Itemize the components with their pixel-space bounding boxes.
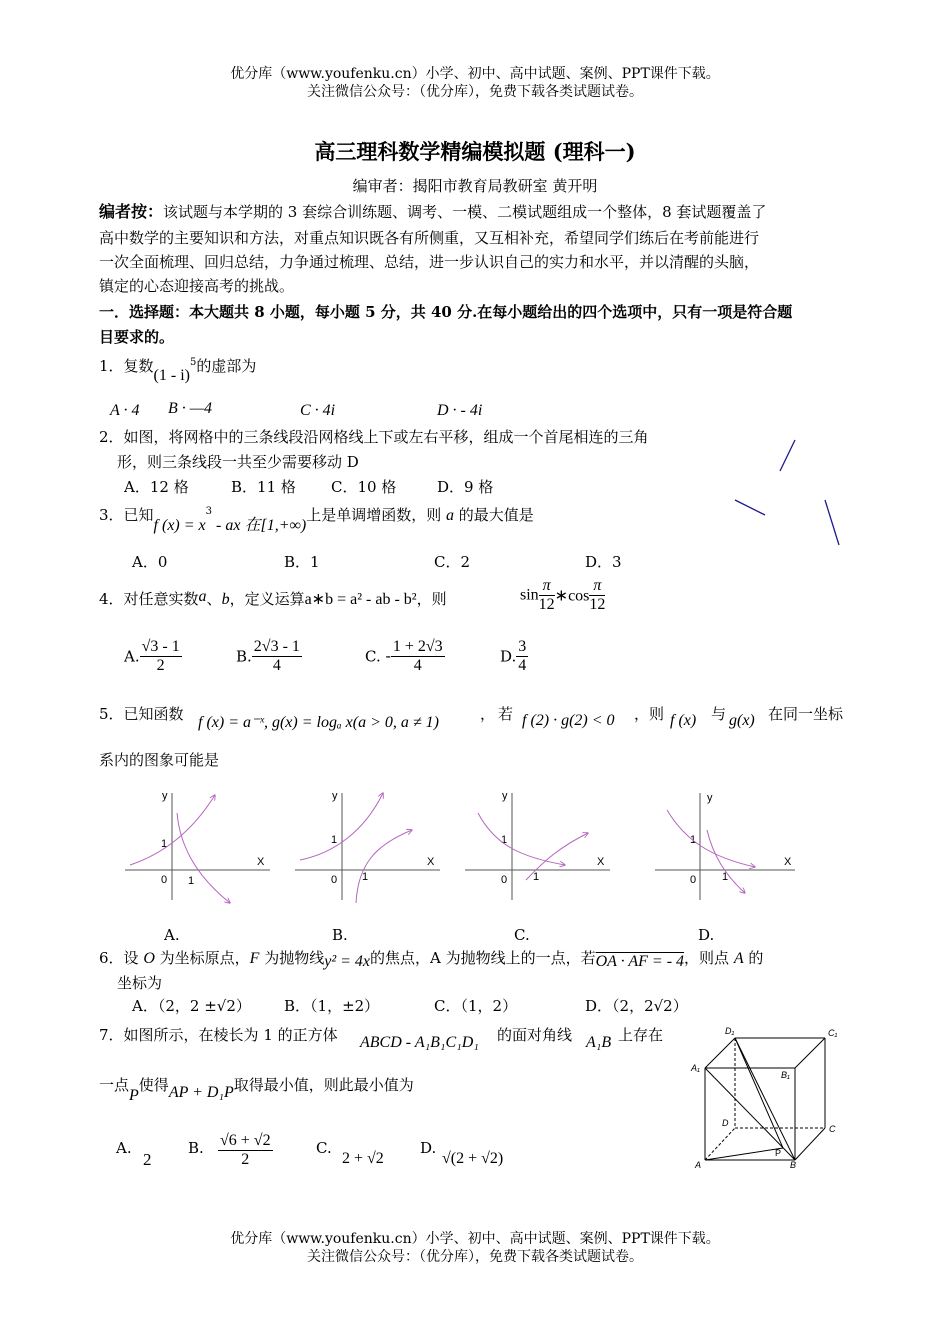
q7-tail: 上存在 bbox=[618, 1026, 664, 1044]
graph-a-one-y: 1 bbox=[161, 838, 168, 850]
q4-option-a bbox=[124, 638, 182, 675]
footer-line-2: 关注微信公众号：（优分库），免费下载各类试题试卷。 bbox=[307, 1249, 643, 1265]
q3-option-a: A．0 bbox=[132, 553, 168, 571]
q1-exp: 5 bbox=[189, 357, 197, 368]
q5-graphs bbox=[120, 785, 810, 920]
q1-option-b: B · —4 bbox=[168, 400, 212, 417]
q5-then: ，则 bbox=[634, 705, 665, 723]
q3-expr: f (x) = x bbox=[153, 517, 206, 534]
q4-var-a: a bbox=[198, 588, 207, 605]
q1-option-a: A · 4 bbox=[110, 402, 140, 419]
q4-option-b bbox=[236, 638, 302, 675]
q5-gx: g(x) bbox=[729, 712, 755, 729]
q7-stem-line-2 bbox=[99, 1075, 414, 1104]
edge-a-d bbox=[705, 1128, 735, 1160]
q2-option-d: D．9 格 bbox=[437, 478, 494, 496]
q5-tail: 在同一坐标 bbox=[768, 705, 844, 723]
graph-c-y-label: y bbox=[502, 790, 508, 802]
q3-tail-pre: 上是单调增函数，则 bbox=[306, 506, 447, 524]
graph-d-curve-exp bbox=[667, 810, 755, 867]
graph-a-y-label: y bbox=[162, 790, 168, 802]
q7-b-den: 2 bbox=[241, 1151, 250, 1168]
header-line-1: 优分库（www.youfenku.cn）小学、初中、高中试题、案例、PPT课件下载。 bbox=[230, 66, 720, 82]
q7-mid: 的面对角线 bbox=[497, 1026, 573, 1044]
label-A1: A₁ bbox=[691, 1063, 700, 1073]
q4-twelve-2: 12 bbox=[589, 596, 606, 613]
segment-1 bbox=[780, 440, 795, 471]
q4-star-cos: ∗cos bbox=[554, 587, 590, 605]
q7-line2-b: 使得 bbox=[138, 1076, 169, 1094]
q4-b-num: 2√3 - 1 bbox=[253, 638, 300, 655]
q7-b-label: B. bbox=[188, 1139, 204, 1157]
q3-stem bbox=[99, 502, 534, 534]
q4-var-b: b bbox=[221, 591, 230, 608]
q3-expr-2: - ax 在[1,+∞) bbox=[212, 517, 307, 534]
edge-b-c bbox=[795, 1128, 825, 1160]
q4-twelve-1: 12 bbox=[538, 596, 555, 613]
q5-if: 若 bbox=[498, 705, 514, 723]
q4-pi-1: π bbox=[539, 577, 555, 596]
q7-diagonal: A₁B bbox=[586, 1034, 612, 1051]
q7-b-num: √6 + √2 bbox=[220, 1132, 271, 1149]
q1-tail: 的虚部为 bbox=[196, 357, 257, 375]
graph-c-x-label: X bbox=[597, 856, 605, 868]
graph-d-x-label: X bbox=[784, 856, 792, 868]
q4-c-sign: - bbox=[385, 647, 391, 665]
graph-c-one-y: 1 bbox=[501, 834, 508, 846]
q7-cube-name: ABCD - A₁B₁C₁D₁ bbox=[360, 1034, 479, 1051]
q4-operation: a∗b = a² - ab - b² bbox=[304, 591, 417, 608]
q6-parabola: y² = 4x bbox=[324, 953, 371, 970]
q7-cube-figure bbox=[685, 1020, 850, 1170]
q3-option-b: B．1 bbox=[284, 553, 320, 571]
footer-line-1: 优分库（www.youfenku.cn）小学、初中、高中试题、案例、PPT课件下载。 bbox=[230, 1231, 720, 1247]
q5-number: 5．已知函数 bbox=[99, 705, 184, 723]
q6-option-d: D．（2，2√2） bbox=[585, 997, 688, 1015]
q4-sin: sin bbox=[520, 586, 539, 604]
q4-b-den: 4 bbox=[272, 657, 281, 674]
q5-stem bbox=[99, 704, 184, 724]
segment-3 bbox=[825, 500, 839, 545]
q1-number: 1．复数 bbox=[99, 357, 154, 375]
graph-c bbox=[465, 790, 610, 900]
q4-a-num: √3 - 1 bbox=[141, 638, 180, 655]
label-D: D bbox=[722, 1118, 729, 1128]
graph-b-one-x: 1 bbox=[362, 871, 369, 883]
editor-note-text-1: 该试题与本学期的 3 套综合训练题、调考、一模、二模试题组成一个整体，8 套试题覆盖了 bbox=[163, 203, 767, 221]
q7-number: 7．如图所示，在棱长为 1 的正方体 bbox=[99, 1026, 338, 1044]
q7-a-label: A. bbox=[116, 1139, 132, 1157]
q3-exp: 3 bbox=[205, 506, 213, 517]
diag-a1-b bbox=[705, 1068, 795, 1160]
graph-b-y-label: y bbox=[332, 790, 338, 802]
line-d1-b bbox=[735, 1038, 795, 1160]
q6-F: F bbox=[249, 950, 260, 967]
q1-expr: (1 - i) bbox=[153, 367, 190, 384]
q6-dot-product: OA · AF = - 4 bbox=[595, 953, 685, 970]
q4-a-label: A. bbox=[124, 647, 140, 666]
q1-stem bbox=[99, 353, 257, 384]
q5-label-a: A. bbox=[164, 926, 180, 944]
q4-number: 4．对任意实数 bbox=[99, 590, 199, 608]
graph-a-one-x: 1 bbox=[188, 875, 195, 887]
graph-d-one-y: 1 bbox=[690, 834, 697, 846]
q3-option-c: C．2 bbox=[434, 553, 471, 571]
q6-pre-1: 6．设 bbox=[99, 949, 144, 967]
q3-tail-var: a bbox=[446, 507, 455, 524]
q3-number: 3．已知 bbox=[99, 506, 154, 524]
label-C: C bbox=[829, 1124, 836, 1134]
q6-pre-6: 的 bbox=[743, 949, 764, 967]
q6-option-a: A．（2，2 ±√2） bbox=[132, 997, 251, 1015]
edge-a1-d1 bbox=[705, 1038, 735, 1068]
graph-d-origin: 0 bbox=[690, 874, 697, 886]
q1-option-c: C · 4i bbox=[300, 402, 336, 419]
q5-label-d: D. bbox=[698, 926, 715, 944]
graph-d-y-label: y bbox=[707, 792, 713, 804]
q5-stem-line-2: 系内的图象可能是 bbox=[99, 751, 220, 769]
q7-d-label: D. bbox=[420, 1139, 437, 1157]
q7-a-value: 2 bbox=[143, 1150, 152, 1169]
graph-d bbox=[655, 792, 795, 900]
q4-mid: ，定义运算 bbox=[229, 590, 305, 608]
graph-a-curve-log bbox=[177, 813, 230, 903]
label-C1: C₁ bbox=[828, 1028, 838, 1038]
q7-P: P bbox=[129, 1087, 139, 1104]
line-a-p bbox=[705, 1148, 783, 1160]
q7-line2-a: 一点 bbox=[99, 1076, 130, 1094]
q4-option-d bbox=[500, 638, 528, 675]
q1-option-d: D · - 4i bbox=[437, 402, 483, 419]
q6-pre-3: 为抛物线 bbox=[259, 949, 325, 967]
label-B: B bbox=[790, 1160, 797, 1170]
q6-option-b: B．（1，±2） bbox=[284, 997, 380, 1015]
q4-pi-2: π bbox=[589, 577, 605, 596]
edge-b1-c1 bbox=[795, 1038, 825, 1068]
graph-a-x-label: X bbox=[257, 856, 265, 868]
graph-c-one-x: 1 bbox=[533, 871, 540, 883]
graph-b-origin: 0 bbox=[331, 874, 338, 886]
q4-b-label: B. bbox=[236, 647, 252, 666]
q4-stem bbox=[99, 589, 447, 610]
graph-b-one-y: 1 bbox=[331, 834, 338, 846]
graph-b-x-label: X bbox=[427, 856, 435, 868]
q7-sum: AP + D₁P bbox=[168, 1084, 234, 1101]
q2-stem-line-1: 2．如图，将网格中的三条线段沿网格线上下或左右平移，组成一个首尾相连的三角 bbox=[99, 428, 649, 446]
editor-note-line-3: 一次全面梳理、回归总结，力争通过梳理、总结，进一步认识自己的实力和水平，并以清醒的头脑， bbox=[99, 253, 760, 271]
q5-condition: f (2) · g(2) < 0 bbox=[522, 712, 615, 729]
q4-d-num: 3 bbox=[518, 638, 527, 655]
section-1-heading-line-1: 一．选择题：本大题共 8 小题，每小题 5 分，共 40 分.在每小题给出的四个选项中，只有一项是符合题 bbox=[99, 303, 793, 321]
q5-label-c: C. bbox=[514, 926, 530, 944]
q6-A: A bbox=[733, 950, 744, 967]
label-D1: D₁ bbox=[725, 1026, 735, 1036]
editor-note-line-4: 镇定的心态迎接高考的挑战。 bbox=[99, 277, 295, 295]
q4-c-label: C. bbox=[365, 647, 381, 666]
q4-expression bbox=[520, 577, 605, 614]
label-B1: B₁ bbox=[781, 1070, 790, 1080]
graph-c-curve-exp bbox=[478, 813, 565, 865]
q4-then: ，则 bbox=[416, 590, 447, 608]
q2-option-b: B．11 格 bbox=[231, 478, 296, 496]
q3-tail-post: 的最大值是 bbox=[454, 506, 534, 524]
q7-d-value: √(2 + √2) bbox=[442, 1150, 504, 1167]
editor-note-label: 编者按： bbox=[99, 202, 164, 221]
editor-note-line-1 bbox=[99, 202, 766, 222]
graph-d-one-x: 1 bbox=[722, 871, 729, 883]
q4-option-c bbox=[365, 638, 445, 675]
q6-pre-2: 为坐标原点， bbox=[154, 949, 250, 967]
q6-option-c: C．（1，2） bbox=[434, 997, 518, 1015]
q4-d-label: D. bbox=[500, 647, 517, 666]
q7-c-value: 2 + √2 bbox=[342, 1150, 384, 1167]
q4-c-den: 4 bbox=[413, 657, 422, 674]
graph-b-curve-log bbox=[356, 830, 412, 903]
q2-option-c: C．10 格 bbox=[331, 478, 397, 496]
label-P: P bbox=[775, 1148, 782, 1158]
label-A: A bbox=[695, 1160, 702, 1170]
q2-segments-figure bbox=[725, 435, 850, 555]
line-d1-p bbox=[735, 1038, 783, 1148]
q5-comma: ， bbox=[480, 705, 496, 723]
q5-and: 与 bbox=[711, 705, 727, 723]
q6-stem-line-2: 坐标为 bbox=[117, 974, 163, 992]
q2-option-a: A．12 格 bbox=[124, 478, 189, 496]
page-title: 高三理科数学精编模拟题 (理科一) bbox=[314, 139, 636, 164]
q6-pre-4: 的焦点，A 为抛物线上的一点，若 bbox=[370, 949, 596, 967]
q3-option-d: D．3 bbox=[585, 553, 622, 571]
q4-d-den: 4 bbox=[518, 657, 527, 674]
segment-2 bbox=[735, 500, 765, 515]
q5-fx: f (x) bbox=[670, 712, 697, 729]
q5-functions: f (x) = a⁻ˣ, g(x) = logₐ x(a > 0, a ≠ 1) bbox=[198, 714, 439, 731]
q4-a-den: 2 bbox=[156, 657, 165, 674]
graph-d-curve-log bbox=[707, 830, 745, 893]
reviewer-line: 编审者：揭阳市教育局教研室 黄开明 bbox=[352, 177, 598, 195]
q7-option-b-fraction bbox=[218, 1132, 273, 1169]
q4-c-num: 1 + 2√3 bbox=[392, 638, 443, 655]
graph-b bbox=[295, 790, 440, 903]
editor-note-line-2: 高中数学的主要知识和方法，对重点知识既各有所侧重，又互相补充，希望同学们练后在考前能进行 bbox=[99, 229, 760, 247]
graph-c-origin: 0 bbox=[501, 874, 508, 886]
section-1-heading-line-2: 目要求的。 bbox=[99, 328, 175, 346]
q6-pre-5: ，则点 bbox=[684, 949, 734, 967]
q4-sep: 、 bbox=[206, 590, 222, 608]
graph-a bbox=[125, 790, 270, 903]
q7-c-label: C. bbox=[316, 1139, 332, 1157]
q6-O: O bbox=[143, 950, 155, 967]
q5-label-b: B. bbox=[332, 926, 348, 944]
q7-stem bbox=[99, 1025, 338, 1045]
q6-stem bbox=[99, 948, 763, 969]
q7-line2-c: 取得最小值，则此最小值为 bbox=[233, 1076, 414, 1094]
graph-a-origin: 0 bbox=[161, 874, 168, 886]
header-line-2: 关注微信公众号：（优分库），免费下载各类试题试卷。 bbox=[307, 84, 643, 100]
q2-stem-line-2: 形，则三条线段一共至少需要移动 D bbox=[117, 453, 359, 471]
